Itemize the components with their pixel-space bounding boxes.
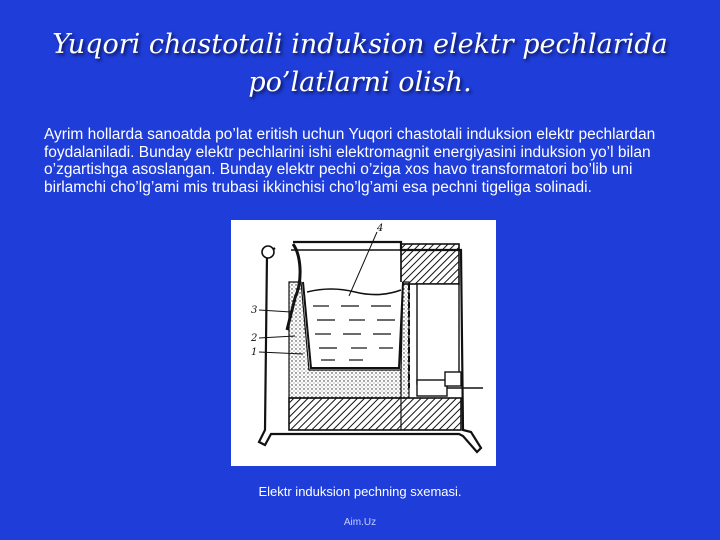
label-1: 1	[251, 347, 258, 358]
base-plate	[289, 398, 461, 430]
furnace-diagram-svg	[231, 220, 496, 466]
furnace-diagram	[231, 220, 496, 466]
slide-title	[0, 26, 720, 102]
top-cap	[401, 244, 459, 284]
footer-watermark: Aim.Uz	[343, 517, 377, 528]
crucible	[303, 282, 403, 368]
body-paragraph: Ayrim hollarda sanoatda po’lat eritish uchun Yuqori chastotali induksion elektr pechlardan foydalaniladi. Bunday elektr pechlarini ishi elektromagnit energiyasini induksion yo’l bilan o’zgartishga asoslangan. Bunday elektr pechi o’ziga xos havo transformatori bo’lib uni birlamchi cho’lg’ami mis trubasi ikkinchisi cho’lg’ami esa pechni tigeliga solinadi.	[44, 126, 656, 196]
slide-title-line1: Yuqori chastotali induksion elektr pechlarida	[52, 29, 668, 60]
label-3: 3	[251, 305, 258, 316]
slide-title-line2: po’latlarni olish.	[248, 67, 472, 98]
label-2: 2	[251, 333, 258, 344]
label-4: 4	[377, 223, 384, 234]
figure-caption: Elektr induksion pechning sxemasi.	[258, 484, 462, 499]
